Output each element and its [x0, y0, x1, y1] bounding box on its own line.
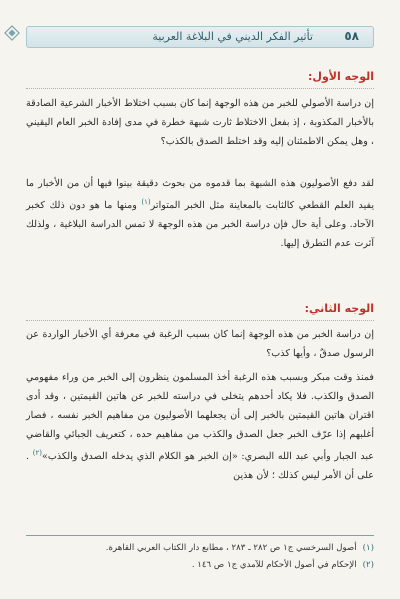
paragraph-text: ومنها ما هو دون ذلك كخبر الآحاد. وعلى أية حال فإن دراسة الخبر من هذه الوجهة لا تمس الدراسة البلاغية ، ولذلك آثرت عدم التطرق إليها.	[26, 200, 374, 250]
heading-underline	[26, 88, 374, 89]
heading-underline	[26, 320, 374, 321]
paragraph-text: . على أن الأمر ليس كذلك ؛ لأن هذين	[26, 451, 374, 482]
running-header	[26, 26, 374, 48]
footnote-number: (١)	[362, 543, 374, 553]
page-number: ٥٨	[344, 29, 359, 43]
footnote-ref-2: (٢)	[32, 449, 42, 457]
diamond-ornament-icon	[3, 24, 21, 42]
paragraph-second-aspect-1: إن دراسة الخبر من هذه الوجهة إنما كان بسبب الرغبة في معرفة أي الأخبار الواردة عن الرسول صدقٌ ، وأيها كذب؟	[26, 329, 374, 359]
paragraph-text: فمنذ وقت مبكر وبسبب هذه الرغبة أخذ المسلمون ينظرون إلى الخبر من وراء مفهومي الصدق والكذب. فلا يكاد أحدهم يتخلى في دراسته للخبر عن هاتين القيمتين ، وقد أدى اقتران هاتين القيمتين بالخبر إلى أن يجعلهما الأصوليون من مفاهيم الخبر نفسه ، فصار أغلبهم إذا عرّف الخبر جعل الصدق والكذب من مفاهيم حده ، كتعريف الجبائي والقاضي عبد الجبار وأبي عبد الله البصري: «إن الخبر هو الكلام الذي يدخله الصدق والكذب»	[26, 372, 374, 463]
section-heading-second: الوجه الثاني:	[304, 302, 374, 315]
paragraph-text: لقد دفع الأصوليون هذه الشبهة بما قدموه من بحوث دقيقة بينوا فيها أن من الأخبار ما يفيد العلم القطعي كالثابت بالمعاينة مثل الخبر المتواتر	[26, 178, 374, 212]
footnote-1	[26, 540, 374, 556]
footnote-ref-1: (١)	[141, 198, 151, 206]
footnote-2	[26, 557, 374, 573]
footnote-number: (٢)	[362, 560, 374, 570]
paragraph-first-aspect-1: إن دراسة الأصولي للخبر من هذه الوجهة إنما كان بسبب اختلاط الأخبار الشرعية الصادقة بالأخبار المكذوبة ، إذ بفعل الاختلاط ثارت شبهة خطرة في مدى إفادة الخبر العام اليقيني ، وهل يمكن الاطمئنان إليه وقد اختلط الصدق بالكذب؟	[26, 98, 374, 147]
footnote-separator	[26, 535, 374, 536]
running-header-title: تأثير الفكر الديني في البلاغة العربية	[152, 30, 313, 43]
footnote-text: أصول السرخسي ج١ ص ٢٨٢ ـ ٢٨٣ ، مطابع دار الكتاب العربي القاهرة.	[105, 543, 357, 553]
paragraph-second-aspect-2	[26, 368, 374, 485]
footnote-text: الإحكام في أصول الأحكام للآمدي ج١ ص ١٤٦ .	[191, 560, 357, 570]
paragraph-first-aspect-2	[26, 174, 374, 253]
section-heading-first: الوجه الأول:	[308, 70, 374, 83]
